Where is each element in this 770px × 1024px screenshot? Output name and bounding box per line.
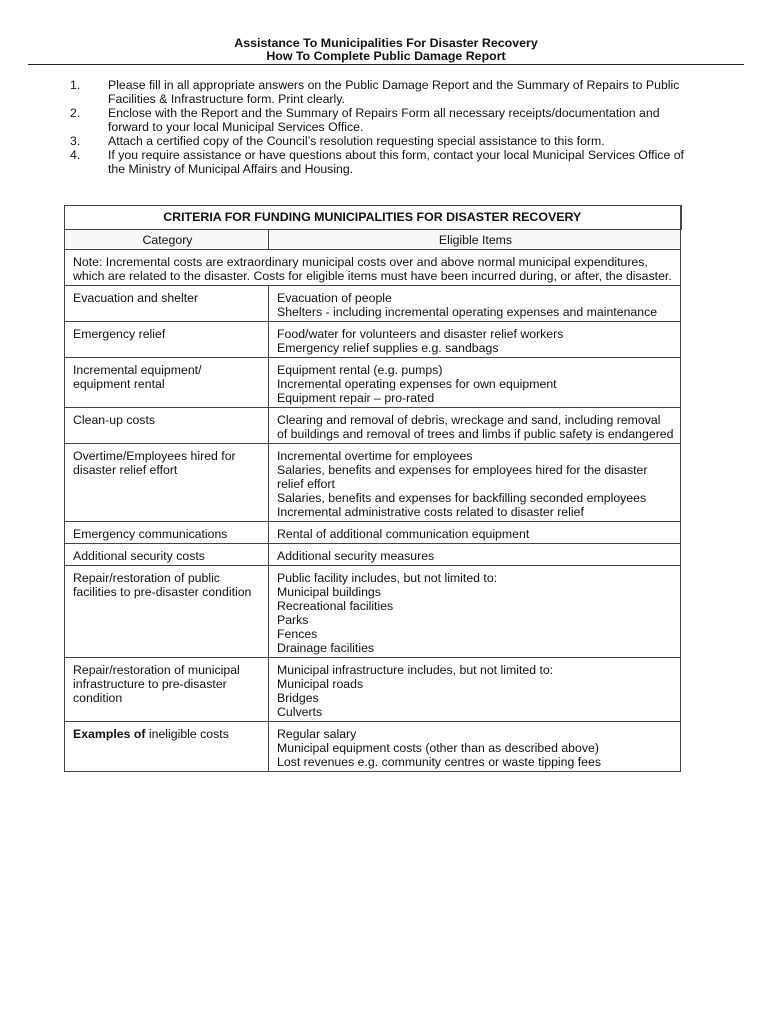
eligible-item: Municipal roads [277,677,364,691]
ineligible-item: Regular salary [277,727,357,741]
row-category: Repair/restoration of municipal infrastructure to pre-disaster condition [65,658,269,722]
eligible-item: Rental of additional communication equipment [277,527,530,541]
instruction-text: Enclose with the Report and the Summary of Repairs Form all necessary receipts/documentation and forward to your local Municipal Services Office. [108,106,660,134]
document-title [28,37,744,63]
table-row [65,358,681,408]
ineligible-items [269,722,681,772]
instruction-text: Attach a certified copy of the Council’s resolution requesting special assistance to this form. [108,134,605,148]
row-eligible-items [269,322,681,358]
ineligible-category-rest: ineligible costs [145,727,229,741]
eligible-item: Salaries, benefits and expenses for employees hired for the disaster relief effort [277,463,648,491]
row-category: Overtime/Employees hired for disaster relief effort [65,444,269,522]
row-eligible-items [269,408,681,444]
eligible-item: Municipal buildings [277,585,381,599]
row-eligible-items [269,444,681,522]
table-row [65,286,681,322]
instruction-list [70,78,700,176]
instruction-item [70,106,700,134]
instruction-number: 3. [70,134,81,148]
table-row [65,544,681,566]
row-eligible-items [269,522,681,544]
eligible-item: Food/water for volunteers and disaster relief workers [277,327,564,341]
instruction-text: Please fill in all appropriate answers on the Public Damage Report and the Summary of Repairs to Public Facilities & Infrastructure form. Print clearly. [108,78,680,106]
eligible-item: Evacuation of people [277,291,392,305]
table-row [65,522,681,544]
ineligible-category [65,722,269,772]
row-eligible-items [269,658,681,722]
eligible-item: Salaries, benefits and expenses for backfilling seconded employees [277,491,647,505]
eligible-item: Equipment rental (e.g. pumps) [277,363,443,377]
table-row [65,444,681,522]
instruction-item [70,148,700,176]
row-eligible-items [269,566,681,658]
table-row [65,322,681,358]
eligible-item: Municipal infrastructure includes, but not limited to: [277,663,554,677]
row-eligible-items [269,358,681,408]
table-row [65,658,681,722]
instruction-text: If you require assistance or have questions about this form, contact your local Municipal Services Office of the Ministry of Municipal Affairs and Housing. [108,148,684,176]
eligible-item: Incremental operating expenses for own equipment [277,377,557,391]
eligible-item: Bridges [277,691,319,705]
row-category: Additional security costs [65,544,269,566]
table-title: CRITERIA FOR FUNDING MUNICIPALITIES FOR DISASTER RECOVERY [65,206,681,230]
eligible-item: Additional security measures [277,549,435,563]
title-line-1: Assistance To Municipalities For Disaster Recovery [234,36,538,50]
eligible-item: Public facility includes, but not limited to: [277,571,498,585]
instruction-number: 4. [70,148,81,162]
row-eligible-items [269,286,681,322]
instruction-number: 2. [70,106,81,120]
row-category: Repair/restoration of public facilities to pre-disaster condition [65,566,269,658]
eligible-item: Incremental administrative costs related to disaster relief [277,505,584,519]
table-row [65,566,681,658]
eligible-item: Fences [277,627,318,641]
row-category: Emergency communications [65,522,269,544]
eligible-item: Shelters - including incremental operating expenses and maintenance [277,305,658,319]
eligible-item: Culverts [277,705,323,719]
ineligible-category-bold: Examples of [73,727,146,741]
ineligible-item: Lost revenues e.g. community centres or waste tipping fees [277,755,601,769]
eligible-item: Emergency relief supplies e.g. sandbags [277,341,499,355]
ineligible-item: Municipal equipment costs (other than as described above) [277,741,599,755]
row-eligible-items [269,544,681,566]
row-category: Clean-up costs [65,408,269,444]
instruction-item [70,134,700,148]
title-line-2: How To Complete Public Damage Report [266,49,506,63]
table-row [65,408,681,444]
instruction-number: 1. [70,78,81,92]
title-divider [28,64,744,65]
row-category: Incremental equipment/ equipment rental [65,358,269,408]
criteria-table [64,205,682,772]
criteria-rows [65,286,681,722]
column-header-items: Eligible Items [269,230,681,250]
column-header-category: Category [65,230,269,250]
eligible-item: Drainage facilities [277,641,375,655]
row-category: Evacuation and shelter [65,286,269,322]
eligible-item: Incremental overtime for employees [277,449,473,463]
eligible-item: Recreational facilities [277,599,394,613]
instruction-item [70,78,700,106]
eligible-item: Clearing and removal of debris, wreckage and sand, including removal of buildings and removal of trees and limbs if public safety is endangered [277,413,674,441]
eligible-item: Equipment repair – pro-rated [277,391,435,405]
eligible-item: Parks [277,613,309,627]
table-note: Note: Incremental costs are extraordinary municipal costs over and above normal municipal expenditures, which are related to the disaster. Costs for eligible items must have been incurred during, or after, the disaster. [65,250,681,286]
row-category: Emergency relief [65,322,269,358]
